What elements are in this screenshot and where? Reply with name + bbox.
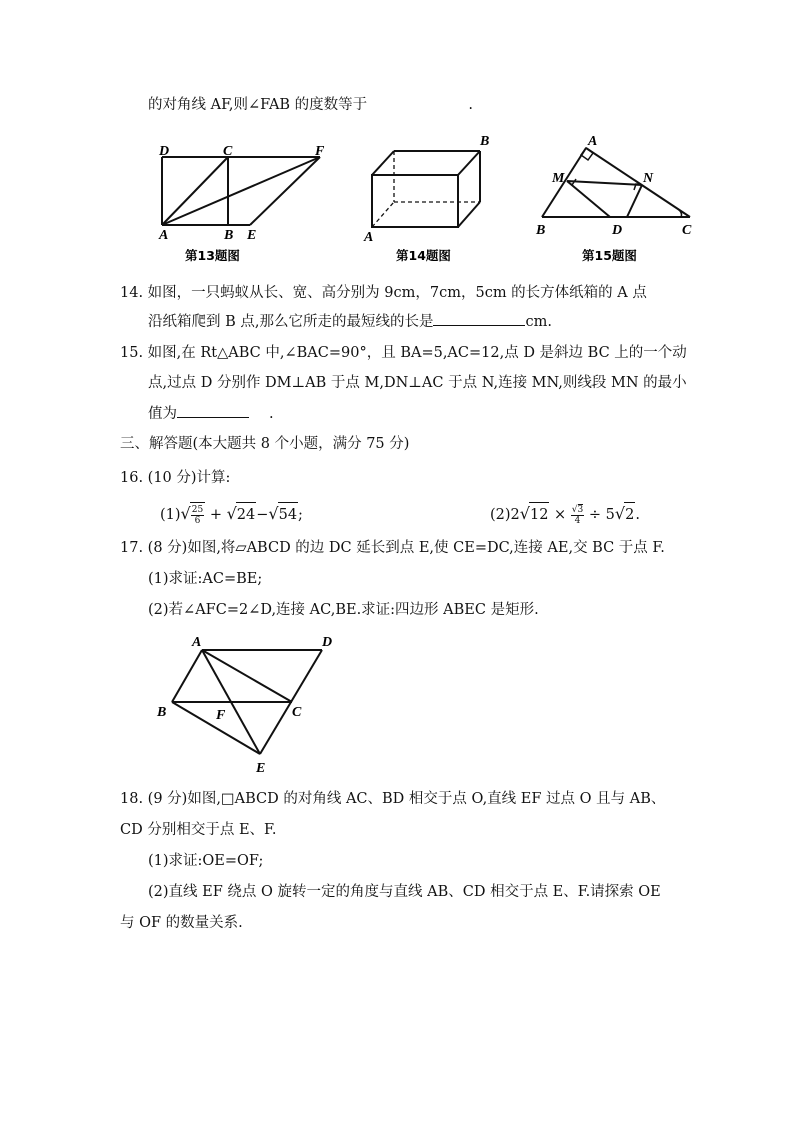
- q14-line1: 14. 如图，一只蚂蚁从长、宽、高分别为 9cm，7cm，5cm 的长方体纸箱的 A 点: [120, 285, 647, 301]
- figure-14: [358, 130, 498, 268]
- fig15-label-N: N: [643, 171, 654, 186]
- fig15-label-D: D: [612, 223, 623, 238]
- q15-answer-blank: [177, 403, 249, 418]
- q18-line1: 18. (9 分)如图,□ABCD 的对角线 AC、BD 相交于点 O,直线 EF 过点 O 且与 AB、: [120, 791, 666, 807]
- section-3-heading: 三、解答题(本大题共 8 个小题，满分 75 分): [120, 436, 410, 452]
- q16-p2-rad2: 2: [624, 502, 635, 527]
- q16-p1-frac-num: 25: [191, 504, 204, 515]
- fig14-label-B: B: [480, 134, 490, 149]
- q16-p2-frac-num: 3: [577, 504, 584, 515]
- q16-p1-label: (1): [160, 507, 181, 523]
- q16-p1-plus: +: [209, 507, 222, 523]
- q16-p2-rad1: 12: [529, 502, 549, 527]
- q15-line3: [148, 403, 274, 424]
- fig17-label-B: B: [157, 705, 167, 720]
- fig17-label-A: A: [192, 635, 202, 650]
- q13-stem: 的对角线 AF,则∠FAB 的度数等于: [148, 97, 368, 113]
- q14-line2: [148, 311, 552, 332]
- q17-heading: 17. (8 分)如图,将▱ABCD 的边 DC 延长到点 E,使 CE=DC,连接 AE,交 BC 于点 F.: [120, 540, 665, 556]
- fig13-caption: 第13题图: [185, 248, 240, 263]
- q16-part1: (1)√ $\frac{25}{6}$ + √24−√54;: [160, 504, 303, 526]
- q14-answer-blank: [433, 311, 525, 326]
- q16-part2: (2)2√12 × $\frac{√3}{4}$ ÷ 5√2.: [490, 504, 640, 526]
- figure-17: [150, 630, 350, 775]
- fig13-label-B: B: [224, 228, 234, 243]
- fig15-label-M: M: [552, 171, 565, 186]
- q17-part2: (2)若∠AFC=2∠D,连接 AC,BE.求证:四边形 ABEC 是矩形.: [148, 602, 539, 618]
- q18-part2-line1: (2)直线 EF 绕点 O 旋转一定的角度与直线 AB、CD 相交于点 E、F.请探索 OE: [148, 884, 661, 900]
- q16-p2-label: (2)2: [490, 507, 520, 523]
- q13-text: [148, 95, 473, 115]
- q17-part1: (1)求证:AC=BE;: [148, 571, 263, 587]
- fig17-label-D: D: [322, 635, 333, 650]
- fig17-label-F: F: [216, 708, 226, 723]
- q16-heading: 16. (10 分)计算:: [120, 470, 231, 486]
- q16-p2-coef: 5: [605, 507, 615, 523]
- fig15-label-C: C: [682, 223, 692, 238]
- q15-stem: 值为: [148, 406, 177, 422]
- q16-p1-rad2: 54: [278, 502, 298, 527]
- q18-part1: (1)求证:OE=OF;: [148, 853, 264, 869]
- q16-p1-rad1: 24: [236, 502, 256, 527]
- fig15-caption: 第15题图: [582, 248, 637, 263]
- fig17-label-E: E: [256, 761, 266, 775]
- q18-part2-line2: 与 OF 的数量关系.: [120, 915, 243, 931]
- fig13-label-F: F: [315, 144, 325, 159]
- fig17-label-C: C: [292, 705, 302, 720]
- fig15-label-B: B: [536, 223, 546, 238]
- q16-p2-end: .: [635, 507, 640, 523]
- q15-line1: 15. 如图,在 Rt△ABC 中,∠BAC=90°，且 BA=5,AC=12,点 D 是斜边 BC 上的一个动: [120, 345, 687, 361]
- figure-15: [530, 130, 705, 268]
- q15-line2: 点,过点 D 分别作 DM⊥AB 于点 M,DN⊥AC 于点 N,连接 MN,则线段 MN 的最小: [148, 375, 687, 391]
- figure-13: [150, 138, 350, 268]
- q16-p2-times: ×: [554, 507, 567, 523]
- fig13-label-A: A: [159, 228, 169, 243]
- q13-end: .: [468, 97, 474, 113]
- fig15-label-A: A: [588, 134, 598, 149]
- fig13-label-E: E: [247, 228, 257, 243]
- fig13-label-C: C: [223, 144, 233, 159]
- q16-p2-frac-den: 4: [574, 515, 581, 526]
- q15-end: .: [269, 406, 274, 422]
- q18-line2: CD 分别相交于点 E、F.: [120, 822, 277, 838]
- q16-p1-minus: −: [256, 507, 269, 523]
- q16-p1-frac-den: 6: [194, 515, 201, 526]
- q14-stem: 沿纸箱爬到 B 点,那么它所走的最短线的长是: [148, 314, 434, 330]
- q16-p1-end: ;: [298, 507, 303, 523]
- fig14-caption: 第14题图: [396, 248, 451, 263]
- q16-p2-div: ÷: [588, 507, 602, 523]
- q14-unit: cm.: [525, 314, 552, 330]
- fig14-label-A: A: [364, 230, 374, 245]
- fig13-label-D: D: [159, 144, 170, 159]
